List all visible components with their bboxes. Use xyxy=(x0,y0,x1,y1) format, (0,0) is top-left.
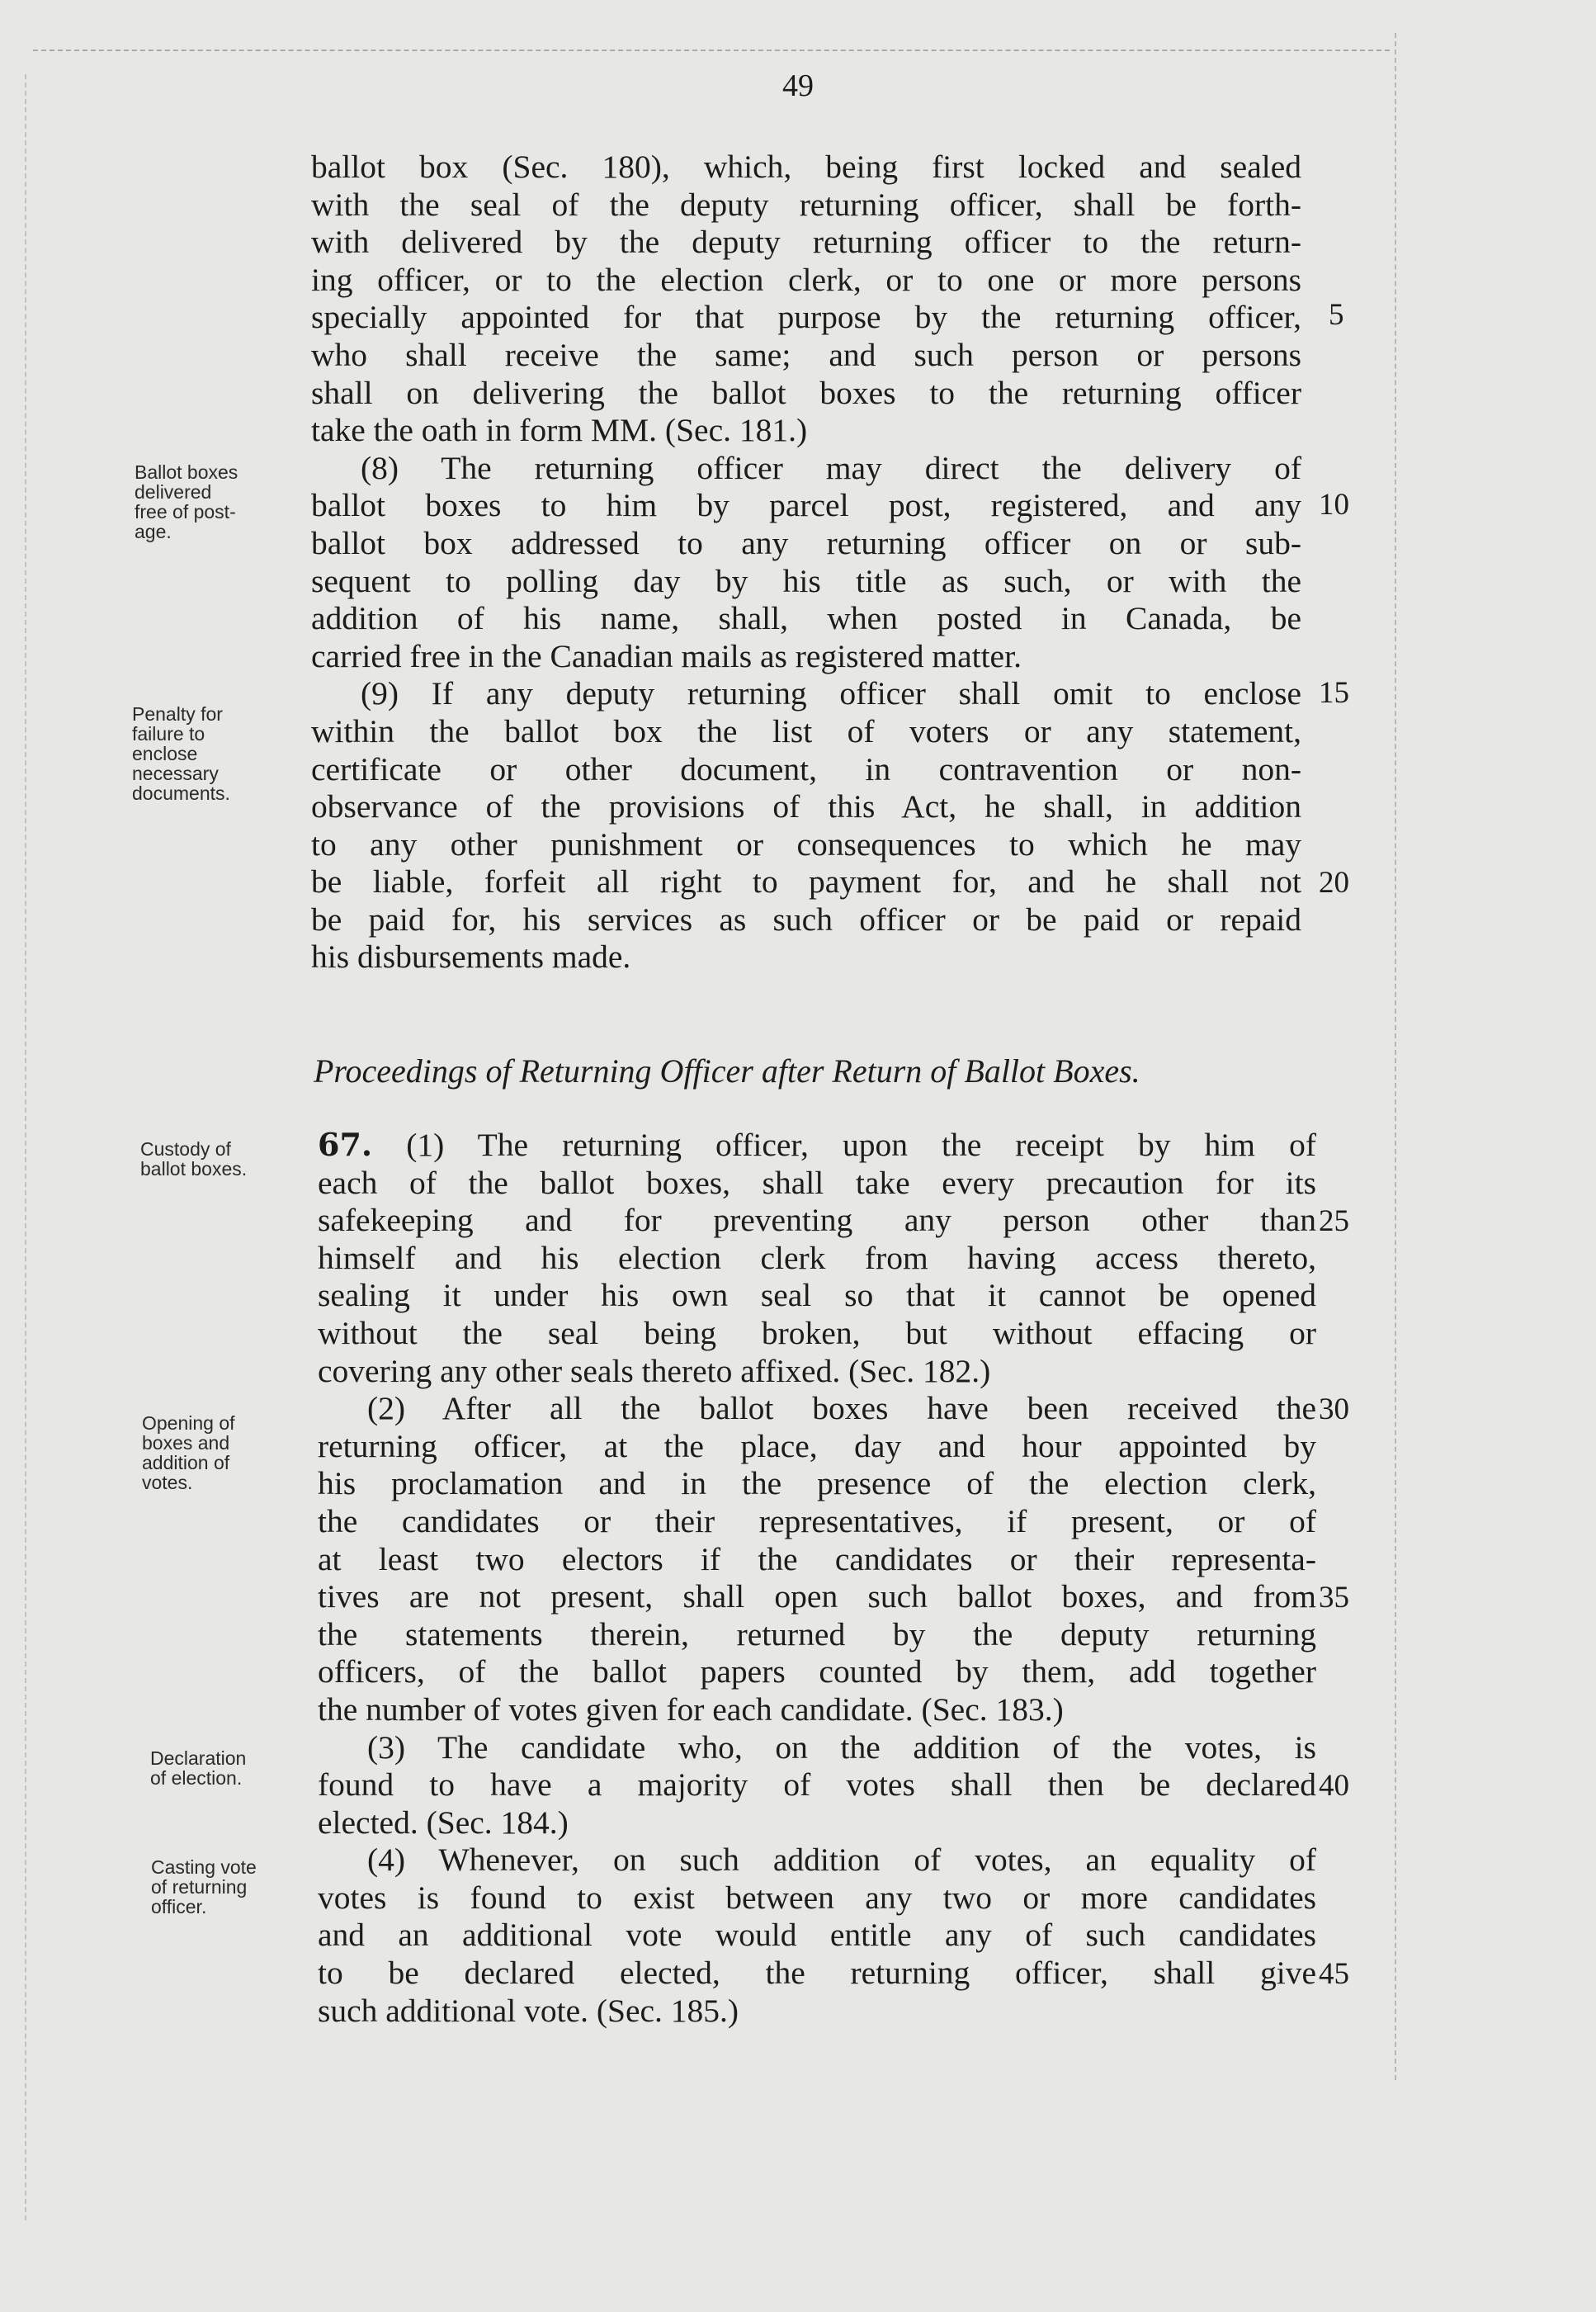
text-line: certificate or other document, in contravention or non- xyxy=(311,750,1301,787)
text-line: without the seal being broken, but without effacing or xyxy=(318,1314,1316,1351)
section-number: 67. xyxy=(318,1126,373,1163)
text-line: addition of his name, shall, when posted in Canada, be xyxy=(311,600,1301,637)
margin-note-declaration xyxy=(150,1748,246,1788)
section-67-first-line-text: (1) The returning officer, upon the receipt by him of xyxy=(372,1127,1316,1163)
margin-note-line: of returning xyxy=(151,1876,248,1898)
text-line: votes is found to exist between any two or more candidates xyxy=(318,1879,1316,1916)
margin-note-line: Ballot boxes xyxy=(135,461,238,483)
text-line: take the oath in form MM. (Sec. 181.) xyxy=(311,412,808,449)
text-line: ing officer, or to the election clerk, or to one or more persons xyxy=(311,261,1301,298)
line-number-35: 35 xyxy=(1319,1581,1349,1615)
text-line: his proclamation and in the presence of the election clerk, xyxy=(318,1465,1316,1502)
text-line: with the seal of the deputy returning officer, shall be forth- xyxy=(311,186,1301,223)
margin-note-casting-vote xyxy=(151,1857,257,1917)
text-line: sequent to polling day by his title as such, or with the xyxy=(311,562,1301,599)
text-line: observance of the provisions of this Act, he shall, in addition xyxy=(311,788,1301,825)
line-number-5: 5 xyxy=(1329,298,1344,332)
margin-note-line: free of post- xyxy=(135,501,236,522)
margin-note-line: enclose xyxy=(132,743,198,764)
text-line: elected. (Sec. 184.) xyxy=(318,1804,569,1841)
text-line: to any other punishment or consequences to which he may xyxy=(311,825,1301,863)
margin-note-opening-of-boxes xyxy=(142,1413,235,1492)
text-line: who shall receive the same; and such person or persons xyxy=(311,336,1301,373)
text-line: the candidates or their representatives, if present, or of xyxy=(318,1502,1316,1539)
margin-note-line: of election. xyxy=(150,1767,243,1789)
text-line: at least two electors if the candidates or their representa- xyxy=(318,1540,1316,1577)
text-line: found to have a majority of votes shall then be declared xyxy=(318,1766,1316,1804)
text-line: be liable, forfeit all right to payment for, and he shall not xyxy=(311,863,1301,901)
margin-note-line: documents. xyxy=(132,782,230,804)
line-number-45: 45 xyxy=(1319,1957,1349,1991)
section-67 xyxy=(318,1126,1316,2030)
margin-note-line: ballot boxes. xyxy=(140,1158,248,1180)
text-line: be paid for, his services as such officer or be paid or repaid xyxy=(311,901,1301,938)
text-line: to be declared elected, the returning officer, shall give xyxy=(318,1955,1316,1992)
text-line: (8) The returning officer may direct the delivery of xyxy=(361,449,1301,486)
text-line: (3) The candidate who, on the addition of the votes, is xyxy=(367,1728,1316,1766)
text-line: shall on delivering the ballot boxes to the returning officer xyxy=(311,374,1301,411)
body-text-top xyxy=(311,149,1301,976)
line-number-15: 15 xyxy=(1319,676,1349,710)
text-line: (9) If any deputy returning officer shall omit to enclose xyxy=(361,675,1301,712)
margin-note-ballot-boxes-delivered xyxy=(135,462,238,541)
line-number-10: 10 xyxy=(1319,488,1349,522)
margin-note-line: Declaration xyxy=(150,1747,247,1769)
header-rule xyxy=(33,50,1390,51)
margin-note-line: Casting vote xyxy=(151,1856,257,1878)
page-number: 49 xyxy=(782,69,814,103)
line-number-25: 25 xyxy=(1319,1204,1349,1238)
margin-note-line: officer. xyxy=(151,1896,207,1917)
text-line: his disbursements made. xyxy=(311,939,631,976)
margin-note-line: delivered xyxy=(135,481,212,503)
text-line: himself and his election clerk from having access thereto, xyxy=(318,1239,1316,1276)
text-line: returning officer, at the place, day and hour appointed by xyxy=(318,1427,1316,1464)
text-line: the statements therein, returned by the deputy returning xyxy=(318,1615,1316,1652)
margin-note-line: Custody of xyxy=(140,1138,231,1160)
margin-note-line: age. xyxy=(135,521,172,542)
text-line: (4) Whenever, on such addition of votes, an equality of xyxy=(367,1842,1316,1879)
text-line: within the ballot box the list of voters or any statement, xyxy=(311,712,1301,749)
margin-note-line: failure to xyxy=(132,723,205,745)
margin-note-line: addition of xyxy=(142,1452,230,1473)
text-line: covering any other seals thereto affixed. (Sec. 182.) xyxy=(318,1352,991,1389)
margin-note-line: boxes and xyxy=(142,1432,230,1454)
text-line: each of the ballot boxes, shall take every precaution for its xyxy=(318,1164,1316,1201)
text-line: tives are not present, shall open such ballot boxes, and from xyxy=(318,1578,1316,1615)
text-line: the number of votes given for each candidate. (Sec. 183.) xyxy=(318,1690,1064,1728)
margin-note-penalty xyxy=(132,704,230,803)
text-line: and an additional vote would entitle any of such candidates xyxy=(318,1917,1316,1954)
margin-note-line: Opening of xyxy=(142,1412,235,1434)
margin-note-line: Penalty for xyxy=(132,703,223,725)
margin-note-custody xyxy=(140,1139,247,1179)
text-line: ballot box (Sec. 180), which, being first locked and sealed xyxy=(311,149,1301,185)
margin-note-line: necessary xyxy=(132,763,219,784)
right-edge-mark xyxy=(1395,33,1396,2080)
line-number-20: 20 xyxy=(1319,866,1349,900)
text-line: sealing it under his own seal so that it cannot be opened xyxy=(318,1277,1316,1314)
text-line: carried free in the Canadian mails as registered matter. xyxy=(311,637,1022,674)
text-line: officers, of the ballot papers counted by them, add together xyxy=(318,1653,1316,1690)
text-line: ballot boxes to him by parcel post, registered, and any xyxy=(311,487,1301,524)
text-line: ballot box addressed to any returning officer on or sub- xyxy=(311,524,1301,561)
text-line: safekeeping and for preventing any person other than xyxy=(318,1202,1316,1239)
line-number-30: 30 xyxy=(1319,1392,1349,1426)
left-edge-mark xyxy=(25,74,26,2220)
text-line: such additional vote. (Sec. 185.) xyxy=(318,1992,739,2029)
line-number-40: 40 xyxy=(1319,1769,1349,1803)
text-line: with delivered by the deputy returning officer to the return- xyxy=(311,224,1301,261)
section-heading: Proceedings of Returning Officer after Return of Ballot Boxes. xyxy=(314,1052,1140,1090)
text-line: specially appointed for that purpose by the returning officer, xyxy=(311,299,1301,336)
section-67-first-line xyxy=(318,1126,1316,1165)
margin-note-line: votes. xyxy=(142,1472,193,1493)
text-line: (2) After all the ballot boxes have been received the xyxy=(367,1390,1316,1427)
